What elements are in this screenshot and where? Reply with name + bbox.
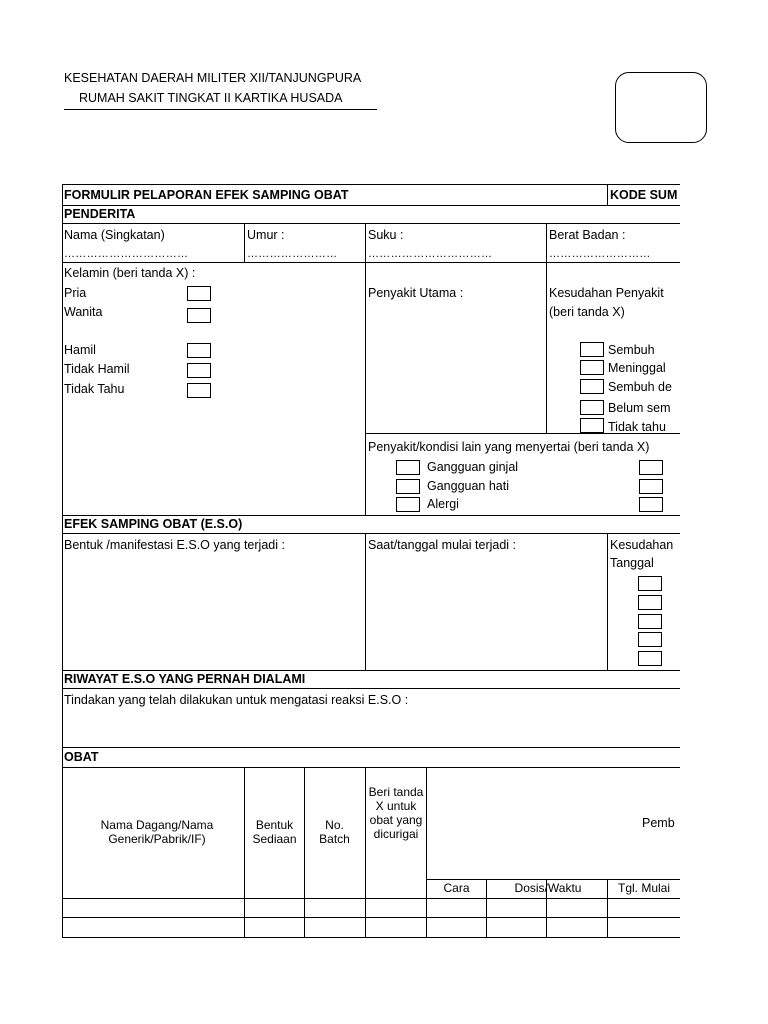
stamp-box: [615, 72, 707, 143]
sembuh-de-label: Sembuh de: [608, 380, 672, 394]
tidak-tahu2-checkbox[interactable]: [580, 418, 604, 433]
ginjal-checkbox[interactable]: [396, 460, 420, 475]
section-riwayat: RIWAYAT E.S.O YANG PERNAH DIALAMI: [64, 672, 306, 686]
kondisi-checkbox-c[interactable]: [639, 497, 663, 512]
umur-label: Umur :: [247, 228, 285, 242]
belum-sem-checkbox[interactable]: [580, 400, 604, 415]
report-form: [62, 184, 680, 938]
col-divider: [304, 767, 305, 938]
wanita-checkbox[interactable]: [187, 308, 211, 323]
alergi-checkbox[interactable]: [396, 497, 420, 512]
form-left-border: [62, 184, 63, 938]
sembuh-checkbox[interactable]: [580, 342, 604, 357]
divider: [607, 184, 608, 205]
divider: [62, 205, 680, 206]
divider: [62, 767, 680, 768]
form-top-border: [62, 184, 680, 185]
header-institution: KESEHATAN DAERAH MILITER XII/TANJUNGPURA: [64, 71, 362, 85]
col-divider: [244, 767, 245, 938]
eso-checkbox-3[interactable]: [638, 614, 662, 629]
pria-checkbox[interactable]: [187, 286, 211, 301]
saat-label: Saat/tanggal mulai terjadi :: [368, 538, 517, 552]
divider: [244, 223, 245, 262]
eso-checkbox-1[interactable]: [638, 576, 662, 591]
wanita-label: Wanita: [64, 305, 103, 319]
divider: [62, 688, 680, 689]
divider: [607, 533, 608, 670]
nama-label: Nama (Singkatan): [64, 228, 165, 242]
divider: [62, 670, 680, 671]
tidak-hamil-checkbox[interactable]: [187, 363, 211, 378]
eso-checkbox-4[interactable]: [638, 632, 662, 647]
tidak-tahu-checkbox[interactable]: [187, 383, 211, 398]
umur-field[interactable]: ……………………: [247, 248, 338, 260]
tindakan-label: Tindakan yang telah dilakukan untuk mengatasi reaksi E.S.O :: [64, 693, 409, 707]
table-row-line: [62, 917, 680, 918]
divider: [62, 262, 680, 263]
divider: [62, 747, 680, 748]
belum-sem-label: Belum sem: [608, 401, 671, 415]
section-eso: EFEK SAMPING OBAT (E.S.O): [64, 517, 243, 531]
hati-label: Gangguan hati: [427, 479, 510, 493]
section-obat: OBAT: [64, 750, 99, 764]
nama-field[interactable]: ……………………………: [64, 248, 189, 260]
sembuh-label: Sembuh: [608, 343, 655, 357]
meninggal-checkbox[interactable]: [580, 360, 604, 375]
divider: [62, 223, 680, 224]
kondisi-checkbox-a[interactable]: [639, 460, 663, 475]
eso-checkbox-2[interactable]: [638, 595, 662, 610]
col-divider: [486, 879, 487, 938]
hamil-label: Hamil: [64, 343, 96, 357]
sub-tgl-header: Tgl. Mulai: [617, 881, 670, 895]
ginjal-label: Gangguan ginjal: [427, 460, 519, 474]
kesudahan-label: Kesudahan Penyakit: [549, 286, 664, 300]
kondisi-lain-label: Penyakit/kondisi lain yang menyertai (beri tanda X): [368, 440, 650, 454]
divider: [365, 223, 366, 515]
form-title: FORMULIR PELAPORAN EFEK SAMPING OBAT: [64, 188, 349, 202]
header-hospital: RUMAH SAKIT TINGKAT II KARTIKA HUSADA: [79, 91, 343, 105]
divider: [426, 879, 680, 880]
kode-label: KODE SUM: [610, 188, 678, 202]
col-nama-header: Nama Dagang/Nama Generik/Pabrik/IF): [100, 818, 214, 846]
col-batch-header: No. Batch: [319, 818, 350, 846]
berat-field[interactable]: ………………………: [549, 248, 651, 260]
eso-kesudahan-label: Kesudahan: [610, 538, 674, 552]
tidak-hamil-label: Tidak Hamil: [64, 362, 130, 376]
kondisi-checkbox-b[interactable]: [639, 479, 663, 494]
beri-tanda-label: (beri tanda X): [549, 305, 625, 319]
table-bottom-line: [62, 937, 680, 938]
table-row-line: [62, 898, 680, 899]
col-bentuk-header: Bentuk Sediaan: [252, 818, 297, 846]
divider: [62, 533, 680, 534]
header-underline: [64, 109, 377, 110]
meninggal-label: Meninggal: [608, 361, 666, 375]
col-divider: [426, 767, 427, 938]
tidak-tahu2-label: Tidak tahu: [608, 420, 666, 434]
alergi-label: Alergi: [427, 497, 459, 511]
sembuh-de-checkbox[interactable]: [580, 379, 604, 394]
section-penderita: PENDERITA: [64, 207, 136, 221]
hati-checkbox[interactable]: [396, 479, 420, 494]
divider: [365, 433, 680, 434]
eso-checkbox-5[interactable]: [638, 651, 662, 666]
berat-label: Berat Badan :: [549, 228, 626, 242]
sub-dosis-header: Dosis/Waktu: [514, 881, 582, 895]
pria-label: Pria: [64, 286, 87, 300]
suku-field[interactable]: ……………………………: [368, 248, 493, 260]
bentuk-label: Bentuk /manifestasi E.S.O yang terjadi :: [64, 538, 285, 552]
kelamin-label: Kelamin (beri tanda X) :: [64, 266, 196, 280]
divider: [546, 223, 547, 433]
divider: [62, 515, 680, 516]
col-pemb-header: Pemb: [642, 816, 675, 830]
penyakit-utama-label: Penyakit Utama :: [368, 286, 464, 300]
divider: [365, 533, 366, 670]
suku-label: Suku :: [368, 228, 404, 242]
tanggal-label: Tanggal: [610, 556, 654, 570]
hamil-checkbox[interactable]: [187, 343, 211, 358]
col-beri-header: Beri tanda X untuk obat yang dicurigai: [368, 785, 424, 841]
sub-cara-header: Cara: [443, 881, 470, 895]
tidak-tahu-label: Tidak Tahu: [64, 382, 125, 396]
